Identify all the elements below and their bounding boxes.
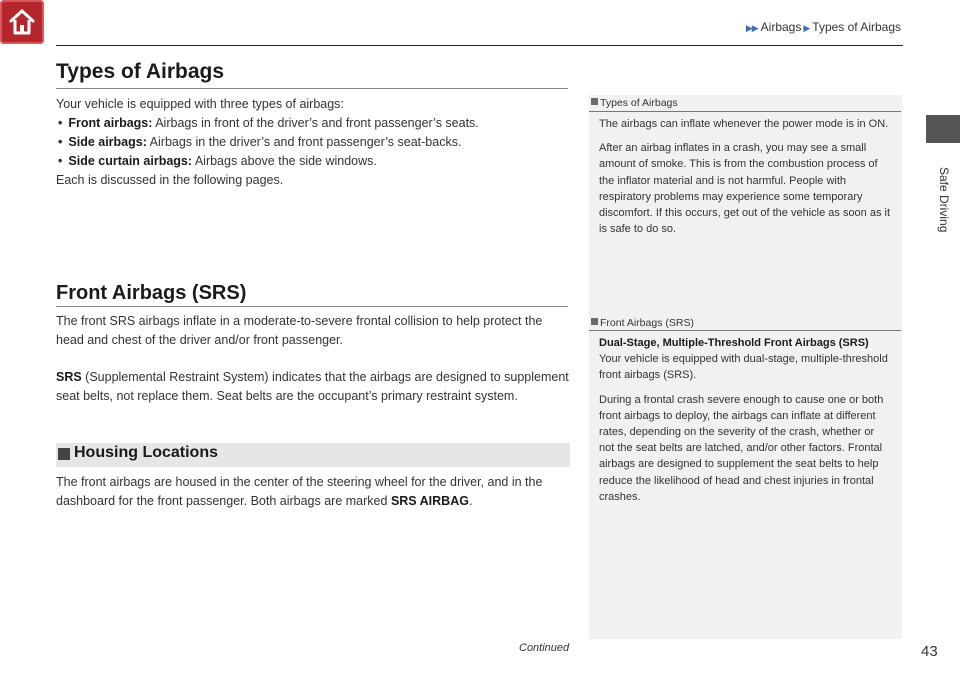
housing-text-end: . <box>468 494 473 508</box>
note-marker-icon <box>591 98 598 105</box>
subsection-title: Housing Locations <box>74 444 218 461</box>
srs-paragraph <box>56 368 570 406</box>
list-item-text: Airbags in the driver’s and front passenger’s seat-backs. <box>146 135 462 149</box>
note-title: Types of Airbags <box>600 97 678 109</box>
chapter-tab[interactable] <box>926 115 960 143</box>
list-item <box>56 133 566 152</box>
home-icon <box>8 7 36 37</box>
housing-text: The front airbags are housed in the center of the steering wheel for the driver, and in the dashboard for the front passenger. Both airbags are marked <box>56 475 543 508</box>
breadcrumb <box>746 20 901 34</box>
note-body <box>599 335 891 513</box>
front-airbags-paragraph: The front SRS airbags inflate in a moderate-to-severe frontal collision to help protect the head and chest of the driver and/or front passenger. <box>56 314 543 347</box>
srs-airbag-term: SRS AIRBAG <box>390 494 469 508</box>
note-header[interactable] <box>591 97 678 109</box>
section-title: Front Airbags (SRS) <box>56 282 247 304</box>
srs-description: (Supplemental Restraint System) indicates that the airbags are designed to supplement seat belts, not replace them. Seat belts are the occupant’s primary restraint system. <box>56 370 569 403</box>
note-divider <box>589 330 901 331</box>
note-subtitle: Dual-Stage, Multiple-Threshold Front Airbags (SRS) <box>599 337 869 349</box>
home-button[interactable] <box>0 0 44 44</box>
list-item-term: Side airbags: <box>68 135 147 149</box>
square-bullet-icon <box>58 448 70 460</box>
chapter-label: Safe Driving <box>937 167 951 233</box>
srs-term: SRS <box>56 370 82 384</box>
intro-text <box>56 95 566 190</box>
list-item-text: Airbags above the side windows. <box>192 154 377 168</box>
note-divider <box>589 111 901 112</box>
airbag-type-list <box>56 114 566 171</box>
breadcrumb-arrow-icon: ▶ <box>803 23 811 33</box>
list-item-term: Front airbags: <box>68 116 153 130</box>
note-header[interactable] <box>591 317 694 329</box>
section-divider <box>56 306 568 307</box>
intro-sentence: Your vehicle is equipped with three types of airbags: <box>56 97 344 111</box>
note-paragraph: Your vehicle is equipped with dual-stage, multiple-threshold front airbags (SRS). <box>599 353 888 382</box>
page-title: Types of Airbags <box>56 60 225 83</box>
continued-label: Continued <box>519 642 570 654</box>
list-item <box>56 152 566 171</box>
header-divider <box>56 45 903 46</box>
note-body <box>599 116 891 245</box>
note-paragraph: During a frontal crash severe enough to cause one or both front airbags to deploy, the airbags can inflate at different rates, depending on the severity of the crash, whether or not the seat belts are latched, and/or other factors. Frontal airbags are designed to supplement the seat belts to help reduce the likelihood of head and chest injuries in frontal crashes. <box>599 393 884 503</box>
breadcrumb-arrow-icon: ▶▶ <box>745 23 758 33</box>
note-paragraph: After an airbag inflates in a crash, you may see a small amount of smoke. This is from the combustion process of the inflator material and is not harmful. People with respiratory problems may experience some temporary discomfort. If this occurs, get out of the vehicle as soon as it is safe to do so. <box>599 142 891 236</box>
outro-sentence: Each is discussed in the following pages. <box>56 173 284 187</box>
title-divider <box>56 88 568 89</box>
list-item-text: Airbags in front of the driver’s and front passenger’s seats. <box>152 116 479 130</box>
note-marker-icon <box>591 318 598 325</box>
housing-paragraph <box>56 473 570 511</box>
breadcrumb-item-airbags[interactable]: Airbags <box>760 20 802 34</box>
list-item-term: Side curtain airbags: <box>68 154 193 168</box>
list-item <box>56 114 566 133</box>
breadcrumb-item-types-of-airbags[interactable]: Types of Airbags <box>812 20 901 34</box>
page-number: 43 <box>921 643 938 660</box>
note-paragraph: The airbags can inflate whenever the power mode is in ON. <box>599 118 889 130</box>
note-title: Front Airbags (SRS) <box>600 317 694 329</box>
